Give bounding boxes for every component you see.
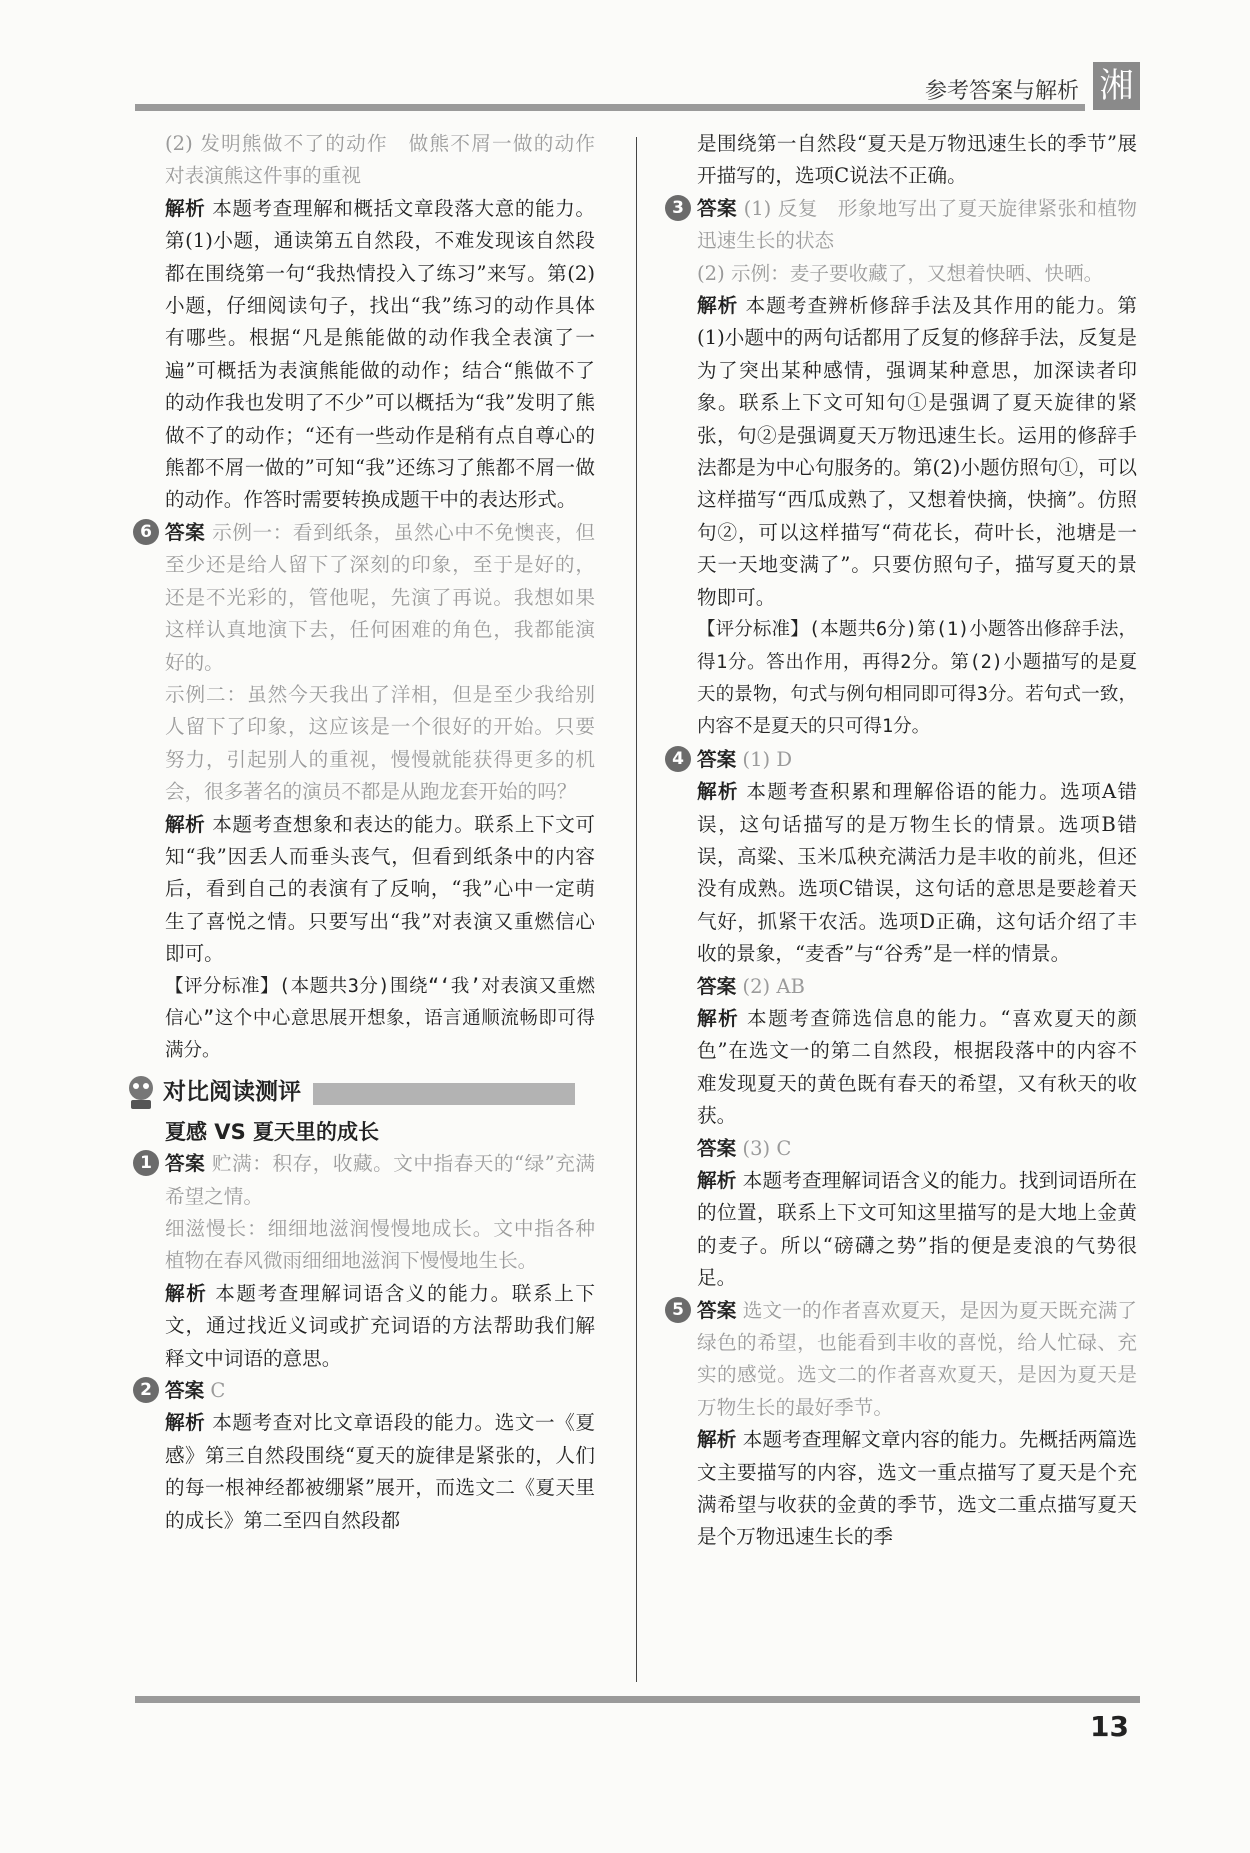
header-tag: 湘: [1093, 62, 1140, 110]
analysis-label: 解析: [697, 1006, 740, 1030]
c3-scoring: 【评分标准】(本题共6分)第(1)小题答出修辞手法，得1分。答出作用，再得2分。第(2)小题描写的是夏天的景物，句式与例句相同即可得3分。若句式一致，内容不是夏天的只可得1分。: [697, 619, 1137, 738]
answer-label: 答案: [165, 520, 206, 544]
column-divider: [636, 137, 637, 1682]
answer-label: 答案: [697, 974, 737, 998]
c4-analysis-1: 解析 本题考查积累和理解俗语的能力。选项A错误，这句话描写的是万物生长的情景。选项B错误，高粱、玉米瓜秧充满活力是丰收的前兆，但还没有成熟。选项C错误，这句话的意思是要趁着天气好，抓紧干农活。选项D正确，这句话介绍了丰收的景象，“麦香”与“谷秀”是一样的情景。: [697, 780, 1138, 966]
reading-mascot-icon: [125, 1074, 157, 1110]
q6-answer-example2: 示例二：虽然今天我出了洋相，但是至少我给别人留下了印象，这应该是一个很好的开始。只要努力，引起别人的重视，慢慢就能获得更多的机会，很多著名的演员不都是从跑龙套开始的吗？: [165, 682, 595, 804]
c5-analysis: 解析 本题考查理解文章内容的能力。先概括两篇选文主要描写的内容，选文一重点描写了夏天是个充满希望与收获的金黄的季节，选文二重点描写夏天是个万物迅速生长的季: [697, 1428, 1138, 1549]
answer-label: 答案: [165, 1152, 206, 1176]
c4-analysis-3: 解析 本题考查理解词语含义的能力。找到词语所在的位置，联系上下文可知这里描写的是大地上金黄的麦子。所以“磅礴之势”指的便是麦浪的气势很足。: [697, 1169, 1138, 1290]
analysis-label: 解析: [165, 1281, 208, 1305]
analysis-label: 解析: [697, 1169, 737, 1192]
c1-analysis: 解析 本题考查理解词语含义的能力。联系上下文，通过找近义词或扩充词语的方法帮助我们解释文中词语的意思。: [165, 1281, 596, 1370]
c4-answer-2: 答案 (2) AB: [697, 974, 805, 998]
q5-part2-answer: (2) 发明熊做不了的动作 做熊不屑一做的动作 对表演熊这件事的重视: [165, 132, 615, 188]
c4-analysis-2: 解析 本题考查筛选信息的能力。“喜欢夏天的颜色”在选文一的第二自然段，根据段落中的内容不难发现夏天的黄色既有春天的希望，又有秋天的收获。: [697, 1006, 1137, 1128]
left-column: [140, 128, 615, 1537]
reading-subtitle: 夏感 VS 夏天里的成长: [165, 1119, 379, 1144]
page-number: 13: [1090, 1710, 1129, 1743]
c4-answer-3: 答案 (3) C: [697, 1136, 792, 1160]
question-number-badge: 5: [665, 1297, 691, 1323]
c1-answer-2: 细滋慢长：细细地滋润慢慢地成长。文中指各种植物在春风微雨细细地滋润下慢慢地生长。: [165, 1217, 595, 1273]
header-title: 参考答案与解析: [925, 79, 1080, 104]
section-title-bar: [313, 1083, 575, 1105]
q6-answer: 6 答案 示例一：看到纸条，虽然心中不免懊丧，但至少还是给人留下了深刻的印象，至于是好的，还是不光彩的，管他呢，先演了再说。我想如果这样认真地演下去，任何困难的角色，我都能演好的。: [165, 517, 595, 679]
analysis-label: 解析: [697, 780, 739, 804]
answer-label: 答案: [697, 196, 737, 220]
question-number-badge: 3: [665, 195, 691, 221]
answer-label: 答案: [165, 1379, 205, 1403]
question-number-badge: 1: [133, 1150, 159, 1176]
answer-label: 答案: [697, 1298, 737, 1322]
section-title: 对比阅读测评: [163, 1078, 301, 1105]
q6-scoring: 【评分标准】(本题共3分)围绕“‘我’对表演又重燃信心”这个中心意思展开想象，语言通顺流畅即可得满分。: [165, 975, 595, 1062]
analysis-label: 解析: [697, 294, 739, 318]
analysis-label: 解析: [165, 1411, 206, 1435]
c4-answer-1: 4 答案 (1) D: [697, 744, 1137, 776]
header-rule: [135, 104, 1085, 111]
c3-analysis: 解析 本题考查辨析修辞手法及其作用的能力。第(1)小题中的两句话都用了反复的修辞手法，反复是为了突出某种感情，强调某种意思，加深读者印象。联系上下文可知句①是强调了夏天旋律的紧张，句②是强调夏天万物迅速生长。运用的修辞手法都是为中心句服务的。第(2)小题仿照句①，可以这样描写“西瓜成熟了，又想着快摘，快摘”。仿照句②，可以这样描写“荷花长，荷叶长，池塘是一天一天地变满了”。只要仿照句子，描写夏天的景物即可。: [697, 294, 1138, 609]
c2-answer: 2 答案 C: [165, 1375, 595, 1407]
right-column: [672, 128, 1138, 1554]
c5-answer: 5 答案 选文一的作者喜欢夏天，是因为夏天既充满了绿色的希望，也能看到丰收的喜悦，给人忙碌、充实的感觉。选文二的作者喜欢夏天，是因为夏天是万物生长的最好季节。: [697, 1295, 1137, 1425]
answer-label: 答案: [697, 1136, 737, 1160]
c2-analysis-continued: 是围绕第一自然段“夏天是万物迅速生长的季节”展开描写的，选项C说法不正确。: [697, 132, 1137, 188]
question-number-badge: 6: [133, 519, 159, 545]
question-number-badge: 2: [133, 1377, 159, 1403]
q5-analysis: 解析 本题考查理解和概括文章段落大意的能力。第(1)小题，通读第五自然段，不难发现该自然段都在围绕第一句“我热情投入了练习”来写。第(2)小题，仔细阅读句子，找出“我”练习的动作具体有哪些。根据“凡是熊能做的动作我全表演了一遍”可概括为表演熊能做的动作；结合“熊做不了的动作我也发明了不少”可以概括为“我”发明了熊做不了的动作；“还有一些动作是稍有点自尊心的熊都不屑一做的”可知“我”还练习了熊都不屑一做的动作。作答时需要转换成题干中的表达形式。: [165, 196, 596, 512]
answer-label: 答案: [697, 747, 737, 771]
c3-answer-2: (2) 示例：麦子要收藏了，又想着快晒、快晒。: [697, 261, 1104, 285]
analysis-label: 解析: [165, 196, 206, 220]
c2-analysis: 解析 本题考查对比文章语段的能力。选文一《夏感》第三自然段围绕“夏天的旋律是紧张的，人们的每一根神经都被绷紧”展开，而选文二《夏天里的成长》第二至四自然段都: [165, 1411, 596, 1532]
q6-analysis: 解析 本题考查想象和表达的能力。联系上下文可知“我”因丢人而垂头丧气，但看到纸条中的内容后，看到自己的表演有了反响，“我”心中一定萌生了喜悦之情。只要写出“我”对表演又重燃信心即可。: [165, 812, 596, 966]
footer-rule: [135, 1696, 1140, 1703]
question-number-badge: 4: [665, 746, 691, 772]
section-header: [125, 1074, 595, 1114]
analysis-label: 解析: [697, 1428, 737, 1452]
c1-answer: 1 答案 贮满：积存，收藏。文中指春天的“绿”充满希望之情。: [165, 1148, 595, 1213]
analysis-label: 解析: [165, 812, 206, 836]
c3-answer: 3 答案 (1) 反复 形象地写出了夏天旋律紧张和植物迅速生长的状态: [697, 193, 1137, 258]
